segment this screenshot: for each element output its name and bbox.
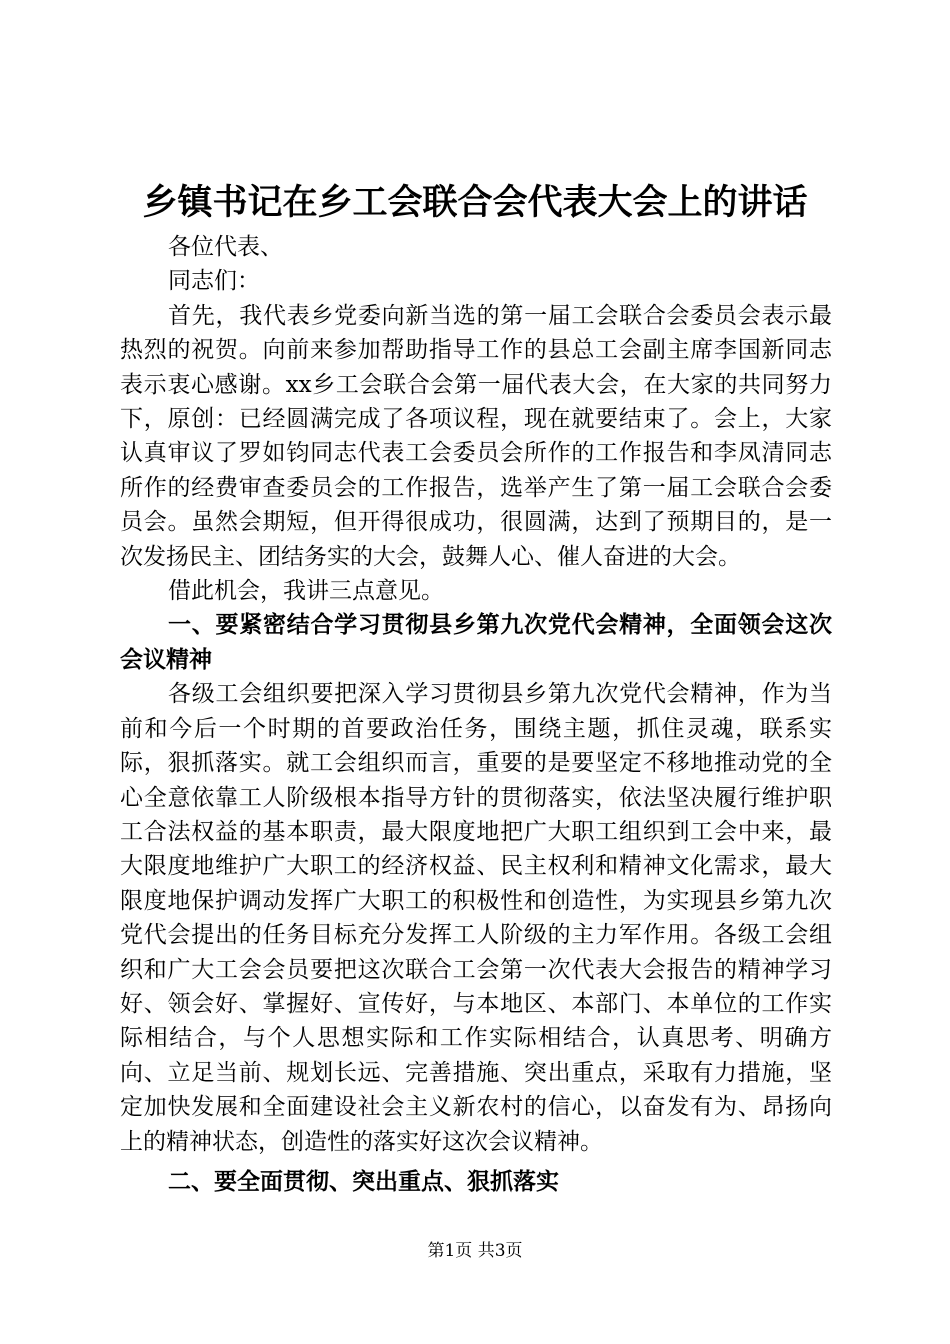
- document-title: 乡镇书记在乡工会联合会代表大会上的讲话: [142, 183, 808, 223]
- body-paragraph: 各级工会组织要把深入学习贯彻县乡第九次党代会精神，作为当前和今后一个时期的首要政治任务，围绕主题，抓住灵魂，联系实际，狠抓落实。就工会组织而言，重要的是要坚定不移地推动党的全心全意依靠工人阶级根本指导方针的贯彻落实，依法坚决履行维护职工合法权益的基本职责，最大限度地把广大职工组织到工会中来，最大限度地维护广大职工的经济权益、民主权利和精神文化需求，最大限度地保护调动发挥广大职工的积极性和创造性，为实现县乡第九次党代会提出的任务目标充分发挥工人阶级的主力军作用。各级工会组织和广大工会会员要把这次联合工会第一次代表大会报告的精神学习好、领会好、掌握好、宣传好，与本地区、本部门、本单位的工作实际相结合，与个人思想实际和工作实际相结合，认真思考、明确方向、立足当前、规划长远、完善措施、突出重点，采取有力措施，坚定加快发展和全面建设社会主义新农村的信心，以奋发有为、昂扬向上的精神状态，创造性的落实好这次会议精神。: [120, 681, 832, 1155]
- section-heading: 一、要紧密结合学习贯彻县乡第九次党代会精神，全面领会这次会议精神: [120, 612, 832, 673]
- section-heading: 二、要全面贯彻、突出重点、狠抓落实: [168, 1168, 559, 1195]
- salutation-line-2: 同志们：: [168, 268, 260, 295]
- salutation-line-1: 各位代表、: [168, 234, 283, 260]
- document-body: [120, 230, 832, 1199]
- body-paragraph: 借此机会，我讲三点意见。: [168, 578, 444, 605]
- body-paragraph: 首先，我代表乡党委向新当选的第一届工会联合会委员会表示最热烈的祝贺。向前来参加帮助指导工作的县总工会副主席李国新同志表示衷心感谢。xx乡工会联合会第一届代表大会，在大家的共同努力下，原创：已经圆满完成了各项议程，现在就要结束了。会上，大家认真审议了罗如钧同志代表工会委员会所作的工作报告和李凤清同志所作的经费审查委员会的工作报告，选举产生了第一届工会联合会委员会。虽然会期短，但开得很成功，很圆满，达到了预期目的，是一次发扬民主、团结务实的大会，鼓舞人心、催人奋进的大会。: [120, 302, 832, 570]
- page-number-footer: 第1页 共3页: [427, 1241, 523, 1261]
